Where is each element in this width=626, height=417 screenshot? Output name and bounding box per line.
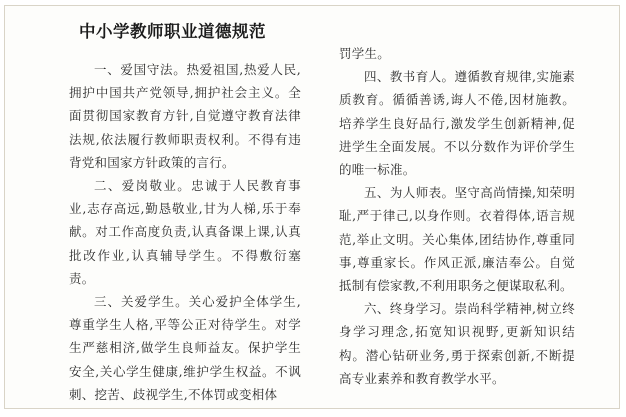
document-title: 中小学教师职业道德规范 (79, 22, 266, 41)
left-column (69, 18, 301, 406)
paragraph-teaching-educating: 四、教书育人。遵循教育规律,实施素质教育。循循善诱,诲人不倦,因材施教。培养学生良好品行,激发学生创新精神,促进学生全面发展。不以分数作为评价学生的唯一标准。 (339, 69, 575, 178)
paragraph-lifelong-learning: 六、终身学习。崇尚科学精神,树立终身学习理念,拓宽知识视野,更新知识结构。潜心钻研业务,勇于探索创新,不断提高专业素养和教育教学水平。 (339, 301, 575, 386)
paragraph-role-model: 五、为人师表。坚守高尚情操,知荣明耻,严于律己,以身作则。衣着得体,语言规范,举止文明。关心集体,团结协作,尊重同事,尊重家长。作风正派,廉洁奉公。自觉抵制有偿家教,不利用职务之便谋取私利。 (339, 185, 575, 294)
paragraph-patriotism-law: 一、爱国守法。热爱祖国,热爱人民,拥护中国共产党领导,拥护社会主义。全面贯彻国家教育方针,自觉遵守教育法律法规,依法履行教师职责权利。不得有违背党和国家方针政策的言行。 (69, 62, 301, 170)
paragraph-caring-students: 三、关爱学生。关心爱护全体学生,尊重学生人格,平等公正对待学生。对学生严慈相济,做学生良师益友。保护学生安全,关心学生健康,维护学生权益。不讽刺、挖苦、歧视学生,不体罚或变相体 (69, 294, 301, 402)
paragraph-caring-students-continued: 罚学生。 (339, 46, 391, 61)
document-frame (4, 5, 620, 409)
paragraph-dedication: 二、爱岗敬业。忠诚于人民教育事业,志存高远,勤恳敬业,甘为人梯,乐于奉献。对工作高度负责,认真备课上课,认真批改作业,认真辅导学生。不得敷衍塞责。 (69, 178, 301, 286)
right-column (339, 42, 575, 390)
